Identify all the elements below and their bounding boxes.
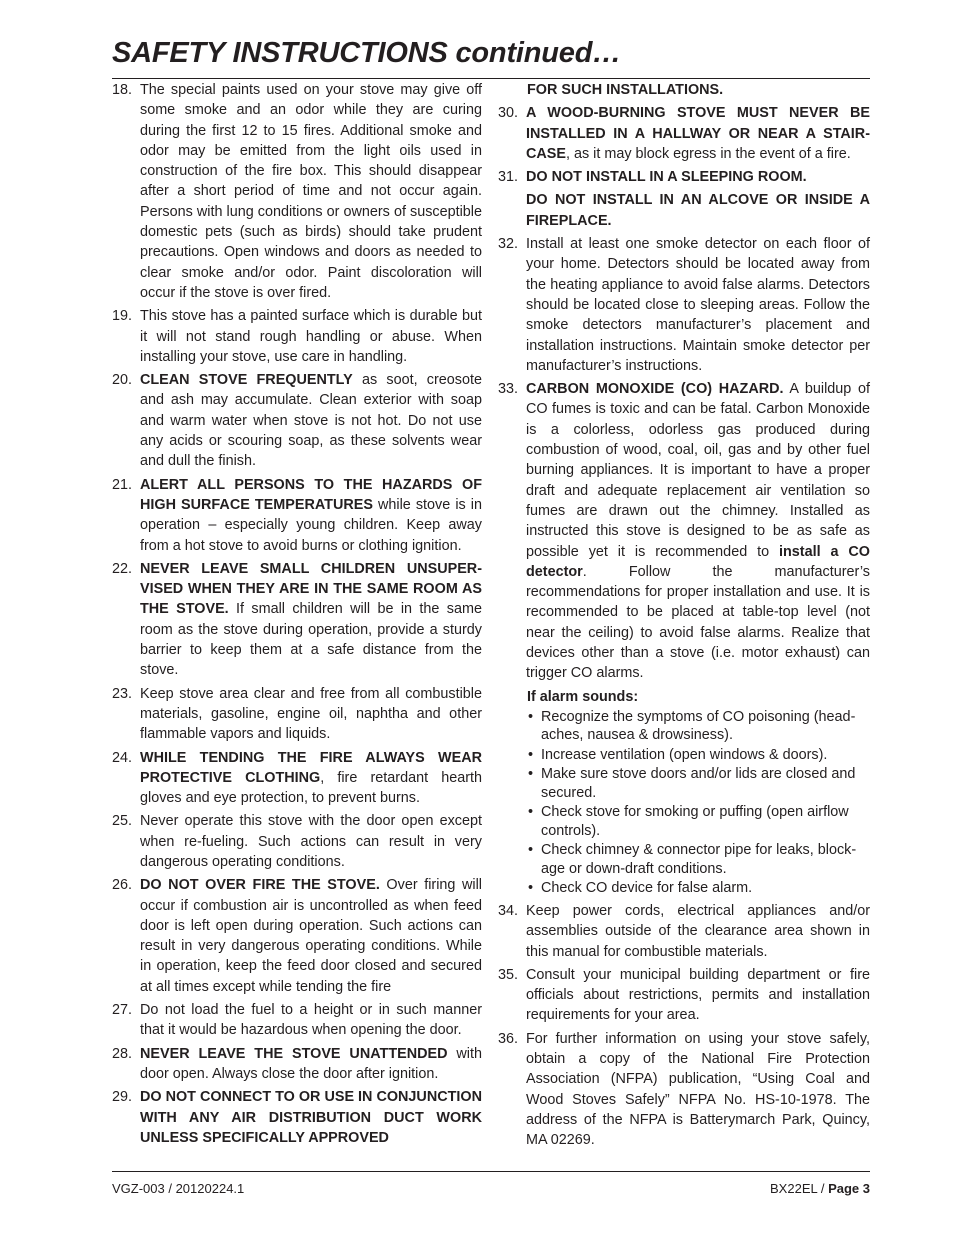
item-heading: ALERT ALL PERSONS TO THE HAZARDS OF HIGH SURFACE TEMPERATURES (140, 476, 482, 513)
instruction-36 (498, 1029, 870, 1151)
item-number: 21. (112, 476, 133, 493)
item-heading: DO NOT INSTALL IN A SLEEPING ROOM. (526, 169, 807, 186)
alarm-instructions (498, 687, 870, 898)
model-label: BX22EL / (770, 1181, 829, 1196)
item-number: 27. (112, 1002, 133, 1019)
item-heading: NEVER LEAVE THE STOVE UNATTENDED (140, 1045, 448, 1062)
item-emphasis: install a CO detector (526, 543, 871, 580)
instruction-35 (498, 965, 870, 1026)
instruction-21 (112, 475, 482, 556)
alarm-bullet: • Recognize the symptoms of CO poisoning (headaches, nausea & drowsiness). (527, 708, 870, 745)
alarm-bullet: • Check stove for smoking or puffing (open airflow controls). (527, 803, 870, 840)
instruction-19 (112, 306, 482, 367)
item-text: This stove has a painted surface which is durable but it will not stand rough handling or abuse. When installing your stove, use care in handling. (140, 308, 482, 365)
alarm-bullet: • Check chimney & connector pipe for leaks, blockage or down-draft conditions. (527, 841, 870, 878)
item-text: For further information on using your stove safely, obtain a copy of the National Fire Protection Association (NFPA) publication, “Using Coal and Wood Stoves Safely” NFPA No. HS-10-1978. The address of the NFPA is Batterymarch Park, Quincy, MA 02269. (526, 1030, 870, 1149)
item-number: 20. (112, 372, 133, 389)
item-heading: DO NOT CONNECT TO OR USE IN CONJUNCTION WITH ANY AIR DISTRIBUTION DUCT WORK UNLESS SPECIFICALLY APPROVED (140, 1089, 482, 1146)
item-number: 28. (112, 1045, 133, 1062)
item-heading: CARBON MONOXIDE (CO) HAZARD. (526, 381, 784, 398)
item-text: If small children will be in the same room as the stove during operation, provide a sturdy barrier to keep them at a safe distance from the stove. (140, 601, 483, 679)
instruction-29 (112, 1087, 482, 1148)
item-text: while stove is in operation – especially young children. Keep away from a hot stove to avoid burns or clothing ignition. (140, 496, 482, 554)
item-number: 23. (112, 685, 133, 702)
item-text: Do not load the fuel to a height or in such manner that it would be hazardous when opening the door. (140, 1002, 482, 1039)
item-number: 18. (112, 82, 133, 98)
instruction-32 (498, 234, 870, 376)
item-heading: NEVER LEAVE SMALL CHILDREN UNSUPERVISED WHEN THEY ARE IN THE SAME ROOM AS THE STOVE. (140, 560, 482, 618)
left-column (112, 80, 482, 1151)
alarm-bullet: • Check CO device for false alarm. (527, 879, 870, 898)
instruction-27 (112, 1000, 482, 1041)
item-text: A buildup of CO fumes is toxic and can be fatal. Carbon Monoxide is a colorless, odorless gas produced during combustion of wood, coal, oil, gas and by other fuel burning appliances. It is important to have a proper draft and adequate replacement air ventilation so fumes are drawn out the chimney. Installed as instructed this stove is designed to be as safe as possible yet it is recommended to (526, 381, 870, 560)
item-number: 29. (112, 1089, 133, 1106)
alarm-title: If alarm sounds: (527, 688, 639, 705)
alarm-bullet: • Increase ventilation (open windows & doors). (527, 746, 870, 765)
item-number: 25. (112, 813, 133, 830)
item-text: with door open. Always close the door after ignition. (140, 1045, 482, 1082)
item-text: Keep stove area clear and free from all combustible materials, gasoline, engine oil, naphtha and other flammable vapors and liquids. (140, 685, 482, 743)
instruction-30 (498, 103, 870, 164)
item-text: Keep power cords, electrical appliances and/or assemblies outside of the clearance area shown in this manual for combustible materials. (526, 902, 870, 960)
item-number: 31. (498, 169, 519, 186)
instruction-20 (112, 370, 482, 471)
right-column (498, 80, 870, 1153)
footer-rule (112, 1171, 870, 1172)
item-text: Over firing will occur if combustion air is uncontrolled as when feed door is left open during operation. Such actions can result in very dangerous operating conditions. While in operation, keep the feed door closed and secured at all times except while tending the fire (140, 877, 482, 995)
item-heading: WHILE TENDING THE FIRE ALWAYS WEAR PROTECTIVE CLOTHING (140, 749, 482, 786)
item-heading: CLEAN STOVE FREQUENTLY (140, 372, 353, 389)
alarm-bullet: • Make sure stove doors and/or lids are closed and secured. (527, 765, 870, 802)
item-number: 33. (498, 381, 519, 398)
instruction-23 (112, 684, 482, 745)
instruction-24 (112, 748, 482, 809)
page-footer (770, 1181, 870, 1196)
item-number: 24. (112, 749, 133, 766)
item-number: 36. (498, 1030, 519, 1047)
item-text: Never operate this stove with the door open except when re-fueling. Such actions can result in very dangerous operating conditions. (140, 813, 482, 870)
document-code: VGZ-003 / 20120224.1 (112, 1181, 245, 1196)
alarm-bullet-list (527, 708, 870, 898)
instruction-26 (112, 875, 482, 997)
item-heading: FOR SUCH INSTALLATIONS. (527, 82, 724, 98)
item-text: , as it may block egress in the event of a fire. (565, 145, 851, 162)
item-number: 26. (112, 877, 133, 894)
instruction-33 (498, 379, 870, 683)
instruction-28 (112, 1044, 482, 1085)
page-title: SAFETY INSTRUCTIONS continued… (112, 37, 622, 69)
item-text: as soot, creosote and ash may accumulate. Clean exterior with soap and warm water when stove is not hot. Do not use any acids or scouring soap, as these solvents wear and dull the finish. (140, 372, 482, 470)
item-number: 19. (112, 308, 133, 325)
instruction-29-continued (498, 80, 870, 100)
item-number: 30. (498, 105, 519, 122)
item-text: Consult your municipal building department or fire officials about restrictions, permits and installation requirements for your area. (526, 966, 870, 1024)
item-number: 32. (498, 236, 519, 253)
item-text: Install at least one smoke detector on each floor of your home. Detectors should be located away from the heating appliance to avoid false alarms. Detectors should be located close to sleeping areas. Follow the smoke detectors manufacturer’s placement and installation instructions. Maintain smoke detector per manufacturer’s instructions. (526, 236, 870, 374)
instruction-34 (498, 901, 870, 962)
item-number: 35. (498, 966, 519, 983)
header-rule (112, 78, 870, 79)
page-number: Page 3 (828, 1181, 870, 1196)
instruction-25 (112, 811, 482, 872)
item-heading: DO NOT OVER FIRE THE STOVE. (140, 877, 380, 894)
item-number: 22. (112, 560, 133, 577)
item-number: 34. (498, 902, 519, 919)
item-text: . Follow the manufacturer’s recommendations for proper installation and use. It is recommended to be placed at table-top level (not near the ceiling) to avoid false alarms. Realize that devices other than a stove (i.e. motor exhaust) can trigger CO alarms. (526, 563, 870, 682)
item-text: The special paints used on your stove may give off some smoke and an odor while they are curing during the first 12 to 15 fires. Additional smoke and odor may be emitted from the light oils used in construction of the fire box. This should disappear after a short period of time and not occur again. Persons with lung conditions or owners of susceptible domestic pets (such as birds) should take prudent precautions. Open windows and doors as needed to clear smoke and/or odor. Paint discoloration will occur if the stove is over fired. (140, 82, 482, 301)
item-text: , fire retardant hearth gloves and eye protection, to prevent burns. (140, 769, 483, 807)
item-heading: DO NOT INSTALL IN AN ALCOVE OR INSIDE A FIREPLACE. (526, 192, 870, 229)
instruction-22 (112, 559, 482, 681)
item-heading: A WOOD-BURNING STOVE MUST NEVER BE INSTALLED IN A HALLWAY OR NEAR A STAIRCASE (526, 105, 870, 162)
instruction-18 (112, 80, 482, 303)
instruction-31 (498, 167, 870, 231)
